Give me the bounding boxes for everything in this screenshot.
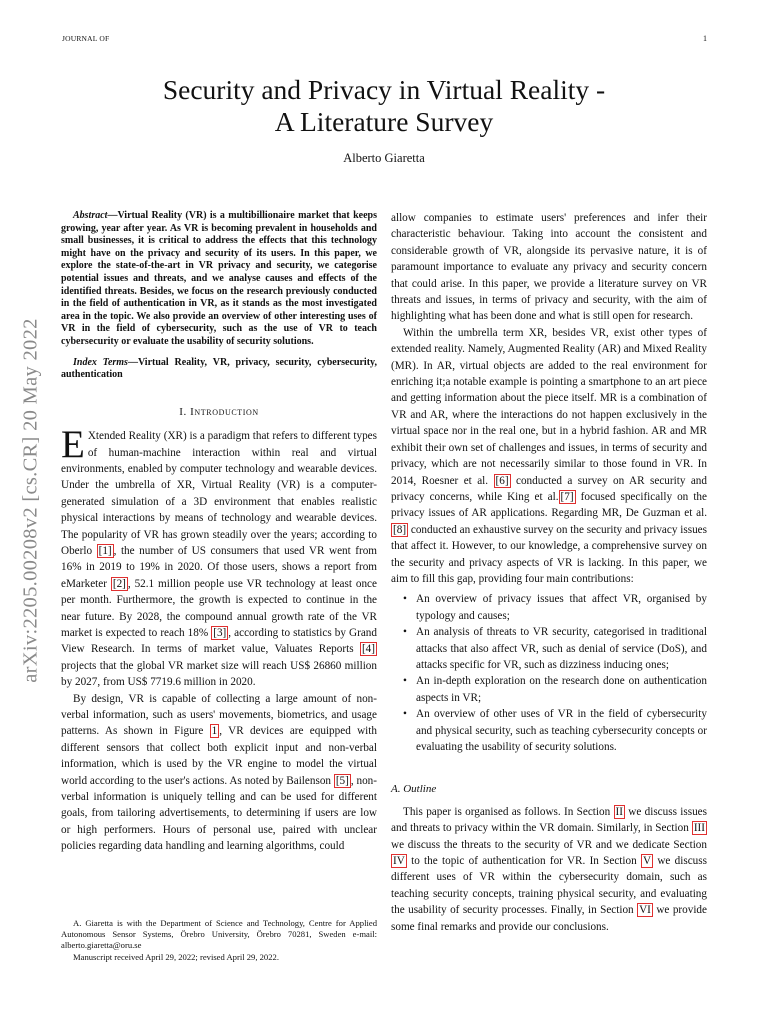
citation-link[interactable]: [7] bbox=[560, 490, 574, 503]
left-column bbox=[61, 210, 377, 855]
intro-text: , the number of US consumers that used VR went from 16% in 2019 to 19% in 2020. Of those users, shows a report from eMarketer bbox=[61, 544, 377, 590]
right-column bbox=[391, 210, 707, 935]
body-text: we discuss issues and threats to privacy within the VR domain. Similarly, in Section bbox=[391, 805, 707, 835]
body-text: we discuss the threats to the security of VR and we dedicate Section bbox=[391, 838, 707, 851]
section-link[interactable]: V bbox=[642, 855, 652, 868]
contributions-list bbox=[391, 591, 707, 755]
paper-title bbox=[0, 74, 768, 138]
author-name: Alberto Giaretta bbox=[343, 151, 425, 165]
abstract-text: —Virtual Reality (VR) is a multibillionaire market that keeps growing, year after year. As VR is becoming prevalent in households and small businesses, it is critical to address the effects that this technology might have on the privacy and security of its users. In this paper, we explore the state-of-the-art in VR privacy and security, we categorise potential issues and threats, and we analyse causes and effects of the identified threats. Besides, we focus on the research previously conducted in the field of authentication in VR, as it stands as the most investigated area in the topic. We also provide an overview of other interesting uses of VR in the field of cybersecurity, such as the use of VR to teach cybersecurity or evaluate the usability of security solutions. bbox=[61, 210, 377, 347]
right-paragraph-2 bbox=[391, 325, 707, 588]
subsection-heading-outline: A. Outline bbox=[391, 783, 437, 796]
citation-link[interactable]: [8] bbox=[393, 523, 407, 536]
index-terms-lead: Index Terms bbox=[73, 356, 128, 368]
body-text: Within the umbrella term XR, besides VR, exist other types of extended reality. Namely, Augmented Reality (AR) and Mixed Reality (MR). In AR, virtual objects are added to the real environment for enriching it;a notable example is pointing a smartphone to an art piece and getting information about the piece itself. MR is a combination of VR and AR, where the interactions do not happen exclusively in the virtual space nor in the real one, but in a hybrid fashion. AR and MR exhibit their own set of challenges and issues, in terms of security and privacy, which are not necessarily similar to those found in VR. In 2014, Roesner et al. bbox=[391, 326, 707, 487]
section-link[interactable]: III bbox=[693, 822, 705, 835]
list-item: • An analysis of threats to VR security, categorised in traditional attacks that also affect VR, such as denial of service (DoS), and attacks specific for VR, such as dizziness inducing ones; bbox=[416, 624, 707, 673]
title-line-1: Security and Privacy in Virtual Reality - bbox=[162, 74, 606, 105]
citation-link[interactable]: [4] bbox=[361, 643, 375, 656]
intro-text: Xtended Reality (XR) is a paradigm that refers to different types of human-machine interaction within real and virtual environments, enabled by computer technology and wearable devices. Under the umbrella of XR, Virtual Reality (VR) is a computer-generated simulation of a 3D environment that enables realistic physical interactions by means of technology and wearable devices. The popularity of VR has grown steadily over the years; according to Oberlo bbox=[61, 430, 377, 557]
index-terms bbox=[61, 357, 377, 382]
list-item: • An overview of other uses of VR in the field of cybersecurity and physical security, such as teaching cybersecurity concepts or evaluating the usability of security solutions. bbox=[416, 706, 707, 755]
right-paragraph-1: allow companies to estimate users' preferences and infer their characteristic behaviour. Taking into account the consistent and considerable growth of VR, alongside its pervasive nature, it is of paramount importance to evaluate any privacy and security concern that could arise. In this paper, we provide a literature survey on VR threats and issues, in terms of privacy and security, with the aim of highlighting what has been done and what is still open for research. bbox=[391, 212, 707, 323]
index-terms-text: —Virtual Reality, VR, privacy, security, cybersecurity, authentication bbox=[61, 356, 377, 381]
section-number: I. bbox=[179, 405, 191, 418]
citation-link[interactable]: [6] bbox=[495, 474, 509, 487]
page-number: 1 bbox=[703, 34, 707, 43]
intro-text: , according to statistics by Grand View Research. In terms of market value, Valuates Reports bbox=[61, 627, 377, 656]
body-text: we discuss different uses of VR within the cybersecurity domain, such as teaching security concepts, training physical security, and evaluating the usability of security processes. Finally, in Section bbox=[391, 855, 707, 917]
section-link[interactable]: II bbox=[615, 805, 623, 818]
running-head: JOURNAL OF bbox=[62, 34, 110, 43]
title-line-2: A Literature Survey bbox=[274, 106, 494, 137]
abstract-lead: Abstract bbox=[73, 210, 108, 221]
citation-link[interactable]: [5] bbox=[335, 774, 349, 787]
abstract bbox=[61, 210, 377, 349]
body-text: conducted a survey on AR security and privacy concerns, while King et al. bbox=[391, 474, 707, 503]
body-text: This paper is organised as follows. In Section bbox=[403, 805, 614, 818]
section-heading-introduction bbox=[61, 404, 377, 420]
intro-text: projects that the global VR market size will reach US$ 26860 million by 2027, from US$ 7719.6 million in 2020. bbox=[61, 659, 377, 689]
arxiv-stamp-text: arXiv:2205.00208v2 [cs.CR] 20 May 2022 bbox=[19, 317, 42, 683]
outline-paragraph bbox=[391, 804, 707, 935]
intro-text: , non-verbal information is uniquely telling and can be used for different goals, from tailoring advertisements, to determining if users are low or high performers. Hours of personal use, paired with unclear policies regarding data handling and learning algorithms, could bbox=[61, 774, 377, 853]
body-text: focused specifically on the privacy issues of AR applications. Regarding MR, De Guzman et al. bbox=[391, 490, 707, 520]
citation-link[interactable]: [2] bbox=[112, 577, 126, 590]
body-text: conducted an exhaustive survey on the security and privacy issues that affect it. However, to our knowledge, a comprehensive survey on the security and privacy aspects of VR is lacking. In this paper, we aim to fill this gap, providing four main contributions: bbox=[391, 523, 707, 585]
section-title: Introduction bbox=[190, 405, 259, 418]
intro-text: , 52.1 million people use VR technology at least once per month. Furthermore, the growth is expected to continue in the near future. By 2028, the compound annual growth rate of the VR market is expected to reach 18% bbox=[61, 577, 377, 639]
list-item: • An in-depth exploration on the research done on authentication aspects in VR; bbox=[416, 673, 707, 706]
list-item: • An overview of privacy issues that affect VR, organised by typology and causes; bbox=[416, 591, 707, 624]
arxiv-stamp bbox=[16, 265, 46, 735]
intro-text: By design, VR is capable of collecting a large amount of non-verbal information, such as users' movements, biometrics, and usage patterns. As shown in Figure bbox=[61, 692, 377, 738]
affiliation-footnote: A. Giaretta is with the Department of Science and Technology, Centre for Applied Autonomous Sensor Systems, Örebro University, Örebro 70281, Sweden e-mail: alberto.giaretta@oru.se bbox=[61, 918, 377, 951]
manuscript-footnote: Manuscript received April 29, 2022; revised April 29, 2022. bbox=[73, 951, 279, 962]
figure-link[interactable]: 1 bbox=[211, 725, 218, 738]
citation-link[interactable]: [1] bbox=[98, 544, 112, 557]
section-link[interactable]: VI bbox=[639, 904, 651, 917]
drop-cap: E bbox=[61, 423, 85, 467]
intro-paragraph-1 bbox=[61, 423, 377, 691]
body-text: we provide some final remarks and provide our conclusions. bbox=[391, 904, 707, 933]
body-text: to the topic of authentication for VR. In Section bbox=[406, 855, 641, 868]
footnotes bbox=[61, 918, 377, 963]
citation-link[interactable]: [3] bbox=[213, 627, 227, 639]
intro-paragraph-2 bbox=[61, 691, 377, 855]
title-block bbox=[0, 74, 768, 166]
section-link[interactable]: IV bbox=[393, 855, 405, 868]
intro-text: , VR devices are equipped with different sensors that collect both explicit input and non-verbal information, which is used by the VR engine to model the virtual world according to the user's actions. As noted by Bailenson bbox=[61, 725, 377, 787]
